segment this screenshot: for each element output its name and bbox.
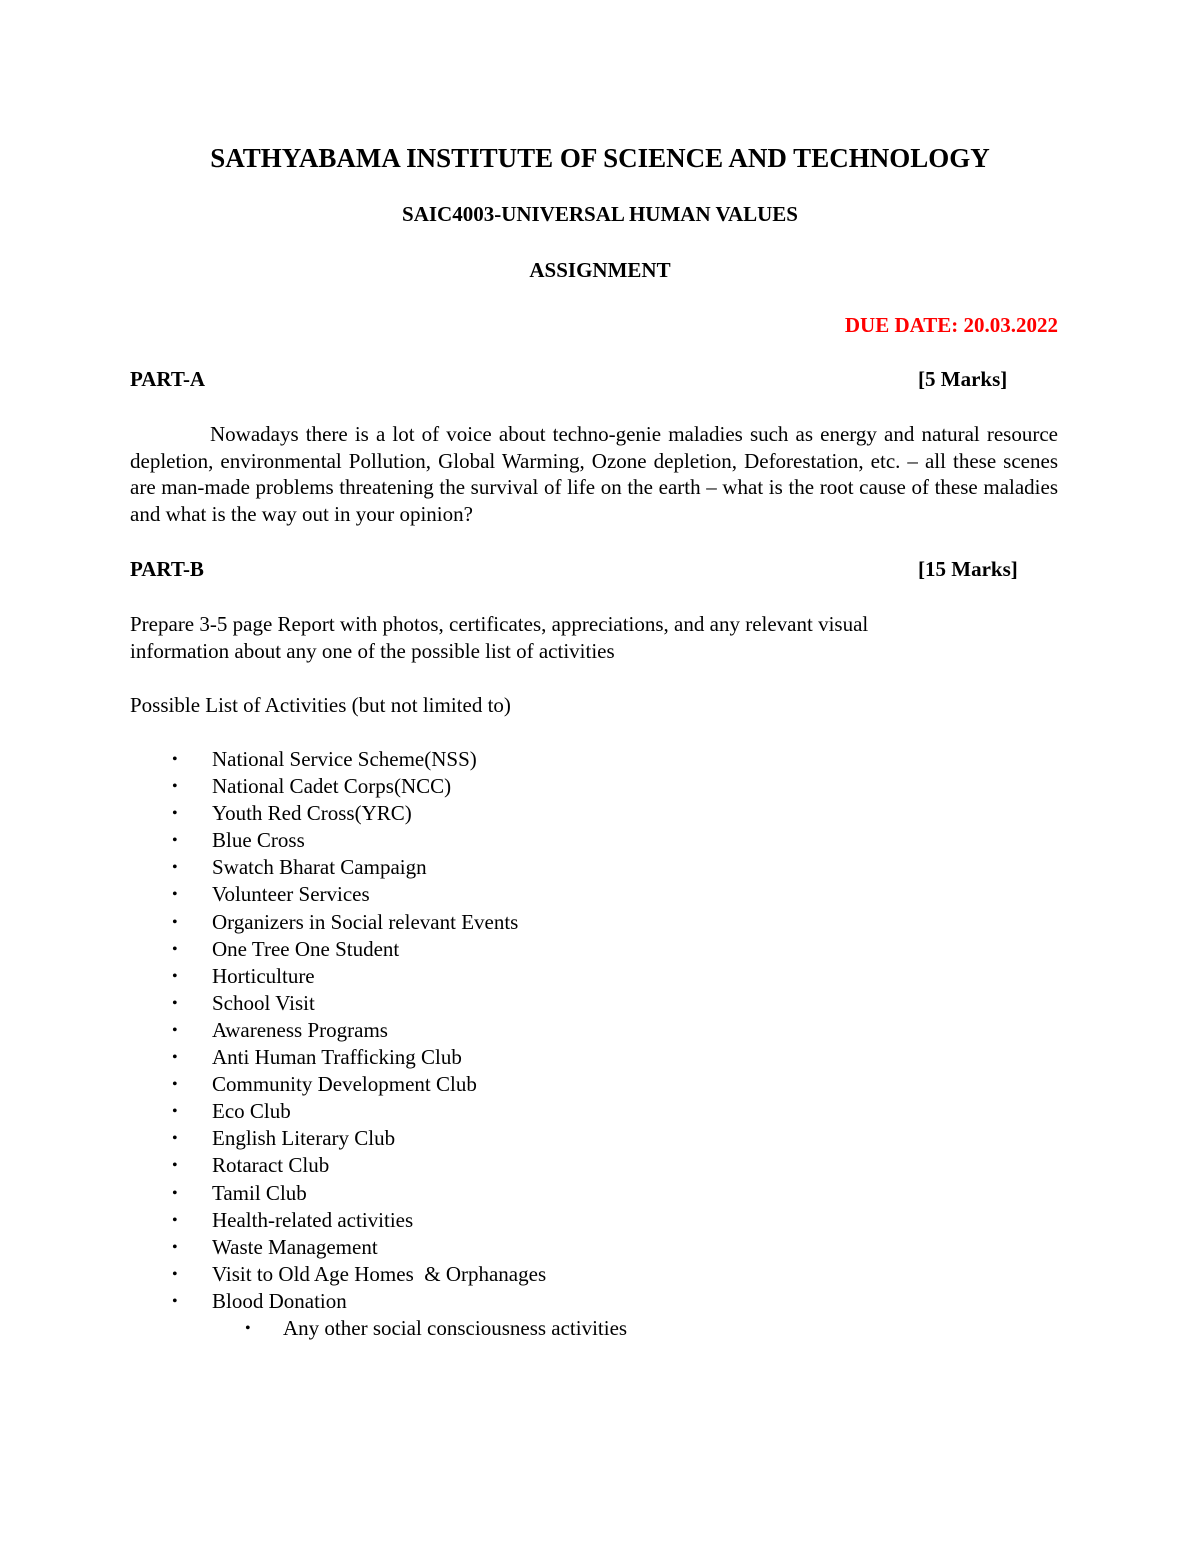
bullet-icon: • [172, 832, 178, 850]
list-item: • Youth Red Cross(YRC) [0, 800, 627, 827]
due-date: DUE DATE: 20.03.2022 [844, 313, 1058, 337]
list-item: • Blood Donation [0, 1288, 627, 1315]
bullet-icon: • [172, 1265, 178, 1283]
bullet-icon: • [172, 913, 178, 931]
list-item: • Awareness Programs [0, 1017, 627, 1044]
list-item: • Waste Management [0, 1234, 627, 1261]
bullet-icon: • [172, 1021, 178, 1039]
bullet-icon: • [172, 1292, 178, 1310]
list-item: • Health-related activities [0, 1207, 627, 1234]
list-item: • Tamil Club [0, 1180, 627, 1207]
list-item: • Eco Club [0, 1098, 627, 1125]
bullet-icon: • [172, 805, 178, 823]
list-item: • School Visit [0, 990, 627, 1017]
list-item: • National Service Scheme(NSS) [0, 746, 627, 773]
list-item: • One Tree One Student [0, 936, 627, 963]
bullet-icon: • [172, 1130, 178, 1148]
bullet-icon: • [172, 1184, 178, 1202]
list-item: • Volunteer Services [0, 881, 627, 908]
bullet-icon: • [172, 751, 178, 768]
bullet-icon: • [172, 967, 178, 985]
part-a-question: Nowadays there is a lot of voice about techno-genie maladies such as energy and natural resource depletion, environmental Pollution, Global Warming, Ozone depletion, Deforestation, etc. – all these scenes are man-made problems threatening the survival of life on the earth – what is the root cause of these maladies and what is the way out in your opinion? [130, 422, 1058, 526]
nested-list-item: • Any other social consciousness activities [0, 1315, 627, 1342]
assignment-heading: ASSIGNMENT [529, 258, 671, 282]
list-item: • Rotaract Club [0, 1152, 627, 1179]
bullet-icon: • [172, 859, 178, 877]
bullet-icon: • [172, 1157, 178, 1175]
part-a-marks: [5 Marks] [918, 367, 1008, 391]
bullet-icon: • [172, 994, 178, 1012]
list-item: • English Literary Club [0, 1125, 627, 1152]
part-b-heading: PART-B [130, 557, 204, 581]
bullet-icon: • [172, 1076, 178, 1094]
list-item: • Community Development Club [0, 1071, 627, 1098]
list-item: • Anti Human Trafficking Club [0, 1044, 627, 1071]
activities-list [0, 746, 627, 1342]
bullet-icon: • [172, 778, 178, 796]
list-item: • Organizers in Social relevant Events [0, 909, 627, 936]
list-item: • Swatch Bharat Campaign [0, 854, 627, 881]
part-b-instruction-line-1: Prepare 3-5 page Report with photos, certificates, appreciations, and any relevant visual [130, 612, 869, 636]
bullet-icon: • [172, 1103, 178, 1121]
part-b-marks: [15 Marks] [918, 557, 1018, 581]
bullet-icon: • [172, 1211, 178, 1229]
list-item: • Visit to Old Age Homes & Orphanages [0, 1261, 627, 1288]
part-b-instruction-line-2: information about any one of the possible list of activities [130, 639, 615, 663]
bullet-icon: • [172, 886, 178, 904]
list-item: • Blue Cross [0, 827, 627, 854]
bullet-icon: • [172, 940, 178, 958]
list-item: • National Cadet Corps(NCC) [0, 773, 627, 800]
institution-title: SATHYABAMA INSTITUTE OF SCIENCE AND TECHNOLOGY [210, 143, 990, 173]
activities-list-intro: Possible List of Activities (but not limited to) [130, 693, 511, 717]
part-a-heading: PART-A [130, 367, 206, 391]
list-item: • Horticulture [0, 963, 627, 990]
course-title: SAIC4003-UNIVERSAL HUMAN VALUES [402, 202, 798, 226]
bullet-icon: • [172, 1049, 178, 1067]
bullet-icon: • [245, 1319, 251, 1337]
bullet-icon: • [172, 1238, 178, 1256]
